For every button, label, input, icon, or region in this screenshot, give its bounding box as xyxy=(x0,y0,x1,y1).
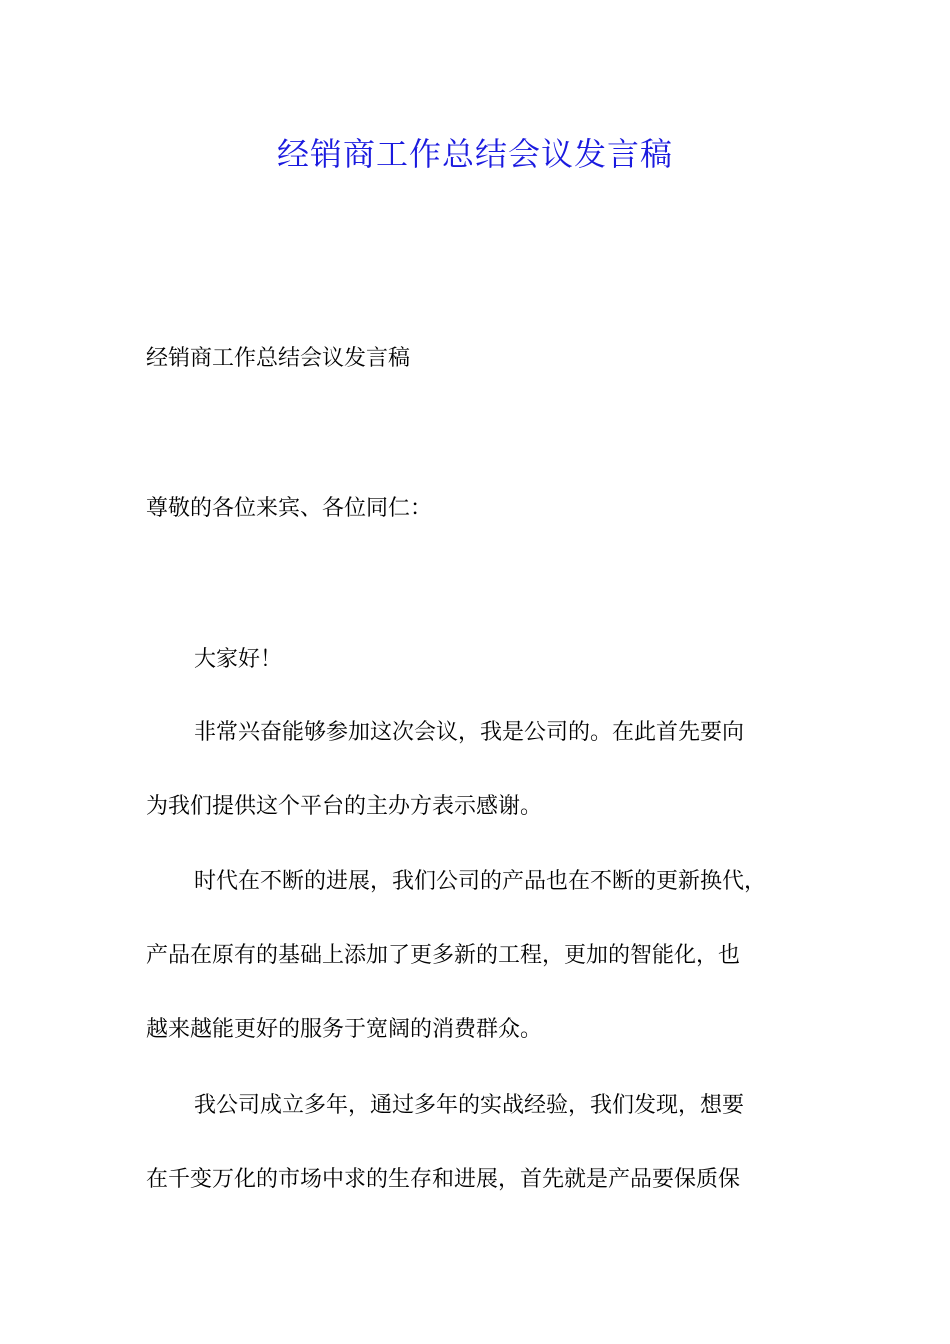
paragraph-line: 非常兴奋能够参加这次会议，我是公司的。在此首先要向 xyxy=(194,720,745,745)
paragraph-line: 越来越能更好的服务于宽阔的消费群众。 xyxy=(146,1017,543,1042)
paragraph-line: 产品在原有的基础上添加了更多新的工程，更加的智能化，也 xyxy=(146,943,741,968)
paragraph-line: 我公司成立多年，通过多年的实战经验，我们发现，想要 xyxy=(194,1093,745,1118)
paragraph-line: 为我们提供这个平台的主办方表示感谢。 xyxy=(146,794,543,819)
salutation: 尊敬的各位来宾、各位同仁： xyxy=(146,496,433,521)
document-subtitle: 经销商工作总结会议发言稿 xyxy=(146,346,411,371)
paragraph-line: 时代在不断的进展，我们公司的产品也在不断的更新换代， xyxy=(194,869,767,894)
paragraph-line: 在千变万化的市场中求的生存和进展，首先就是产品要保质保 xyxy=(146,1167,741,1192)
paragraph-line: 大家好！ xyxy=(194,647,283,672)
document-title: 经销商工作总结会议发言稿 xyxy=(276,135,673,173)
